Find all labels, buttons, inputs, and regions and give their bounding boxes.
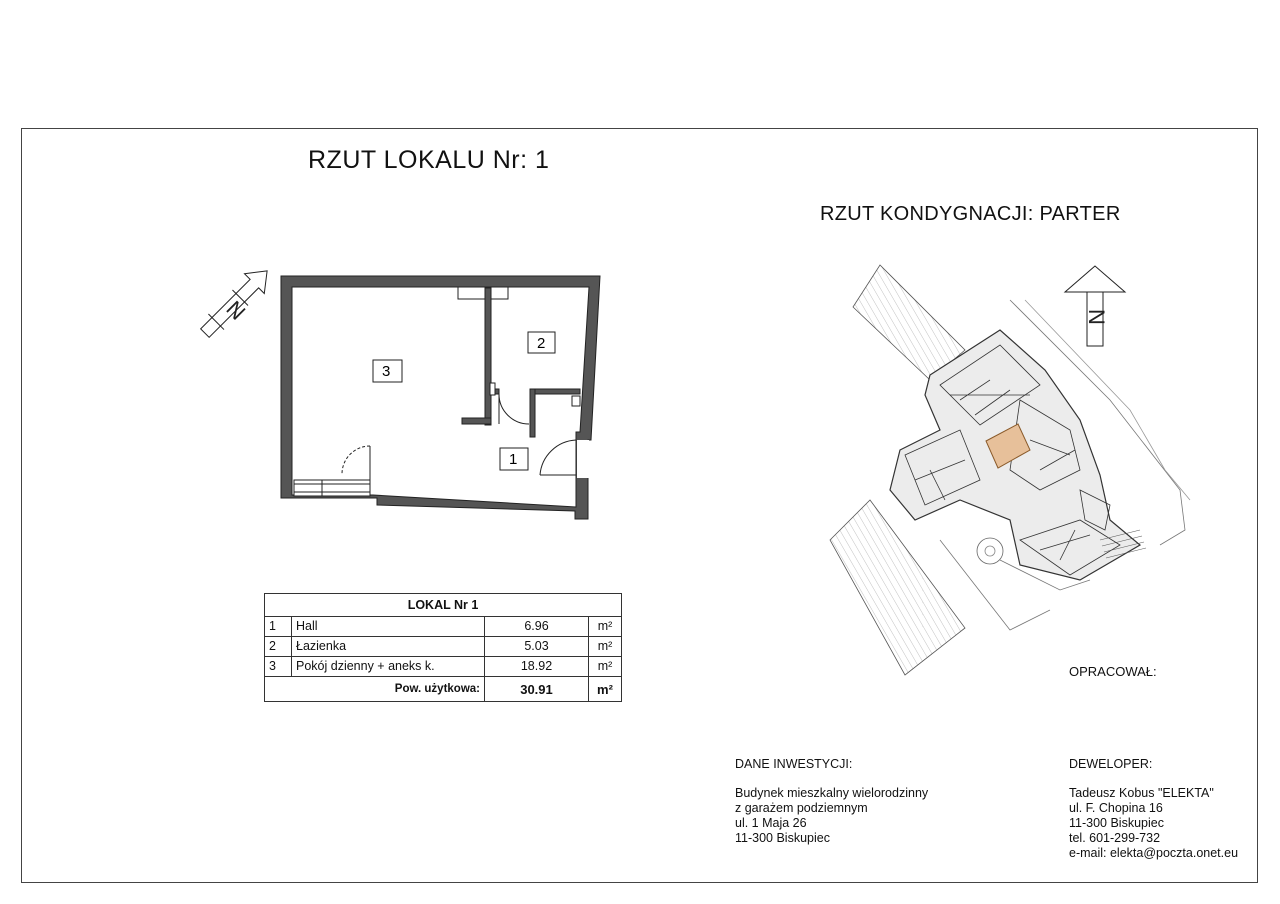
investment-info: DANE INWESTYCJI: Budynek mieszkalny wielorodzinny z garażem podziemnym ul. 1 Maja 26 11-300 Biskupiec bbox=[735, 757, 929, 845]
investment-label: DANE INWESTYCJI: bbox=[735, 757, 853, 771]
svg-text:2: 2 bbox=[537, 335, 546, 352]
total-value: 30.91 bbox=[485, 677, 589, 702]
table-row: 1 Hall 6.96 m² bbox=[265, 617, 622, 637]
north-label-unit: N bbox=[221, 295, 251, 325]
floor-plan-title: RZUT KONDYGNACJI: PARTER bbox=[820, 203, 1121, 225]
north-label-site: N bbox=[1084, 309, 1109, 325]
developer-label: DEWELOPER: bbox=[1069, 757, 1153, 771]
unit-plan-title: RZUT LOKALU Nr: 1 bbox=[308, 146, 550, 174]
north-arrow-site bbox=[1065, 266, 1125, 346]
table-row: 3 Pokój dzienny + aneks k. 18.92 m² bbox=[265, 657, 622, 677]
site-plan bbox=[830, 265, 1190, 675]
svg-text:3: 3 bbox=[382, 363, 391, 380]
area-table bbox=[264, 593, 622, 702]
table-total-row bbox=[265, 677, 622, 702]
total-unit: m² bbox=[589, 677, 622, 702]
table-header: LOKAL Nr 1 bbox=[265, 594, 622, 617]
opracowal-label: OPRACOWAŁ: bbox=[1069, 664, 1157, 679]
svg-text:1: 1 bbox=[509, 451, 518, 468]
total-label: Pow. użytkowa: bbox=[265, 677, 485, 702]
unit-plan bbox=[281, 276, 600, 519]
developer-info: DEWELOPER: Tadeusz Kobus "ELEKTA" ul. F. Chopina 16 11-300 Biskupiec tel. 601-299-732 e-mail: elekta@poczta.onet.eu bbox=[1069, 757, 1239, 860]
table-row: 2 Łazienka 5.03 m² bbox=[265, 637, 622, 657]
